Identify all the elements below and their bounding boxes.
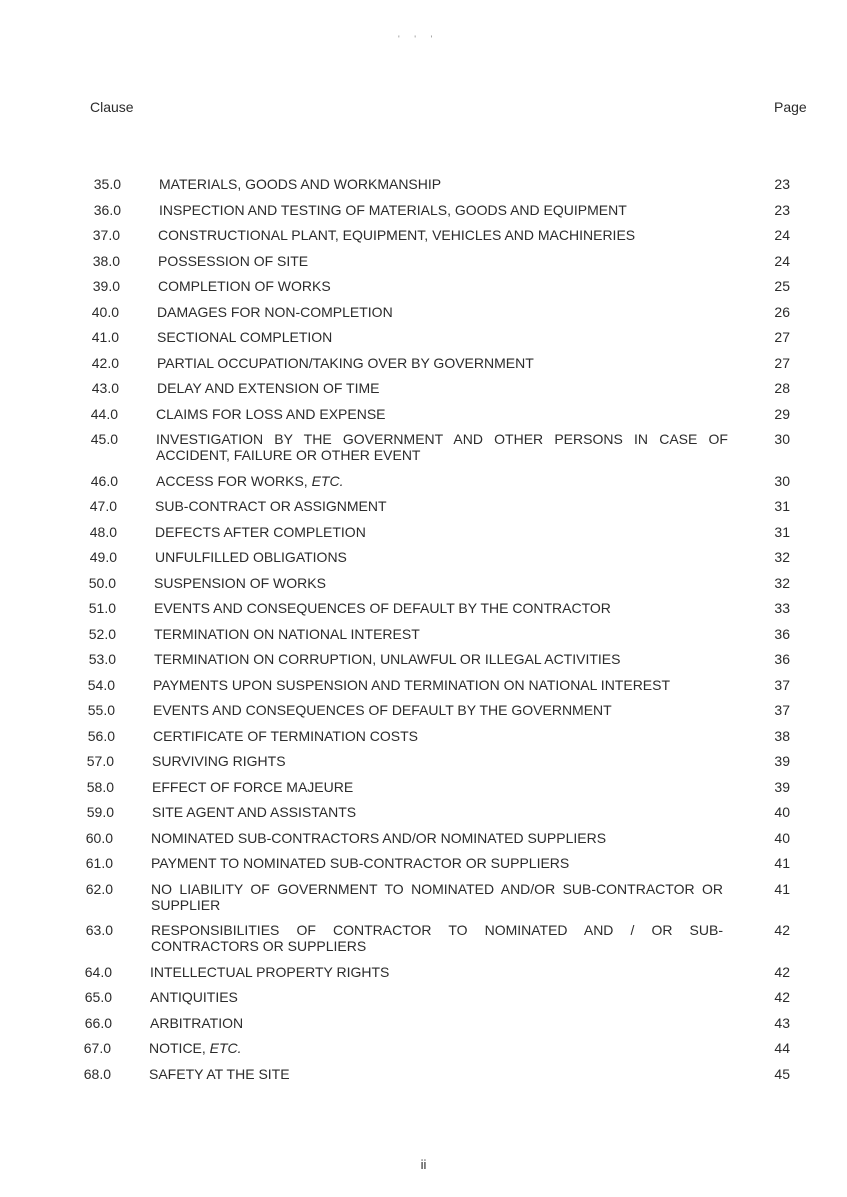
clause-title (157, 355, 729, 371)
clause-title-text: PARTIAL OCCUPATION/TAKING OVER BY GOVERNMENT (157, 354, 534, 371)
clause-title (159, 202, 731, 218)
clause-number: 43.0 (91, 380, 119, 396)
page-number: 43 (774, 1014, 790, 1031)
clause-number: 68.0 (83, 1065, 111, 1082)
clause-title-text: SITE AGENT AND ASSISTANTS (152, 804, 357, 820)
clause-title (154, 575, 726, 591)
clause-title-text: UNFULFILLED OBLIGATIONS (155, 549, 347, 565)
page-number: 39 (774, 753, 790, 769)
page-number: 30 (774, 431, 790, 447)
clause-title-text: INTELLECTUAL PROPERTY RIGHTS (150, 963, 390, 980)
toc-row (0, 329, 847, 345)
clause-number: 59.0 (86, 804, 114, 820)
clause-title-text: NO LIABILITY OF GOVERNMENT TO NOMINATED AND/OR SUB-CONTRACTOR OR SUPPLIER (151, 880, 723, 913)
clause-number: 52.0 (88, 625, 116, 642)
clause-title (149, 1066, 721, 1082)
clause-number: 58.0 (86, 778, 114, 795)
clause-title-text: DELAY AND EXTENSION OF TIME (157, 380, 380, 396)
clause-title (153, 677, 725, 693)
page-number: 41 (774, 880, 790, 897)
page-number: 28 (774, 380, 790, 396)
toc-row (0, 677, 847, 693)
toc-row (0, 779, 847, 795)
page-number: 32 (774, 574, 790, 591)
toc-row (0, 881, 847, 913)
clause-number: 47.0 (89, 498, 117, 514)
clause-title (155, 498, 727, 514)
clause-title (149, 1040, 721, 1056)
toc-row (0, 830, 847, 846)
page-number: 39 (774, 778, 790, 795)
clause-number: 45.0 (90, 431, 118, 447)
page-number: 23 (774, 176, 790, 192)
page-number: 29 (774, 405, 790, 422)
page-number: 45 (774, 1065, 790, 1082)
toc-row (0, 728, 847, 744)
clause-title-text: EFFECT OF FORCE MAJEURE (152, 778, 354, 795)
page-number: 31 (774, 498, 790, 514)
clause-number: 57.0 (86, 753, 114, 769)
toc-row (0, 406, 847, 422)
toc-row (0, 804, 847, 820)
page-number: 30 (774, 472, 790, 489)
toc-row (0, 753, 847, 769)
clause-title (158, 253, 730, 269)
page-number: 42 (774, 922, 790, 938)
clause-title (151, 881, 723, 913)
clause-number: 46.0 (90, 472, 118, 489)
toc-row (0, 227, 847, 243)
toc-row (0, 575, 847, 591)
page-number: 41 (774, 855, 790, 871)
toc-row (0, 431, 847, 463)
page-number: 44 (774, 1040, 790, 1056)
clause-title-text: TERMINATION ON NATIONAL INTEREST (154, 625, 420, 642)
clause-title (157, 380, 729, 396)
clause-title-text: RESPONSIBILITIES OF CONTRACTOR TO NOMINATED AND / OR SUB-CONTRACTORS OR SUPPLIERS (151, 922, 723, 954)
toc-row (0, 1040, 847, 1056)
clause-title (151, 830, 723, 846)
clause-title-text: ACCESS FOR WORKS, (156, 472, 308, 489)
clause-title-text: DAMAGES FOR NON-COMPLETION (157, 303, 393, 320)
clause-title (150, 964, 722, 980)
clause-number: 36.0 (93, 201, 121, 218)
page-number: 37 (774, 702, 790, 718)
page-number: 36 (774, 651, 790, 667)
clause-number: 51.0 (88, 600, 116, 616)
clause-number: 41.0 (91, 329, 119, 345)
clause-title (154, 651, 726, 667)
clause-number: 53.0 (88, 651, 116, 667)
clause-number: 63.0 (85, 922, 113, 938)
clause-number: 48.0 (89, 523, 117, 540)
clause-title-text: POSSESSION OF SITE (158, 252, 309, 269)
toc-row (0, 922, 847, 954)
toc-row (0, 355, 847, 371)
clause-number: 49.0 (89, 549, 117, 565)
clause-title-text: PAYMENTS UPON SUSPENSION AND TERMINATION ON NATIONAL INTEREST (153, 676, 671, 693)
clause-title-emphasis: ETC. (311, 472, 344, 489)
clause-title-text: INSPECTION AND TESTING OF MATERIALS, GOODS AND EQUIPMENT (159, 201, 627, 218)
clause-title-text: SURVIVING RIGHTS (152, 753, 286, 769)
clause-number: 60.0 (85, 829, 113, 846)
clause-number: 62.0 (85, 880, 113, 897)
clause-number: 65.0 (84, 989, 112, 1005)
page-column-header: Page (774, 99, 807, 115)
toc-row (0, 473, 847, 489)
clause-title-text: SUSPENSION OF WORKS (154, 574, 326, 591)
clause-number: 64.0 (84, 963, 112, 980)
toc-row (0, 176, 847, 192)
page-number: 26 (774, 303, 790, 320)
clause-title (156, 473, 728, 489)
clause-title-text: PAYMENT TO NOMINATED SUB-CONTRACTOR OR SUPPLIERS (151, 855, 570, 871)
clause-title-text: COMPLETION OF WORKS (158, 278, 331, 294)
clause-title (157, 329, 729, 345)
page-number: 36 (774, 625, 790, 642)
clause-title (156, 431, 728, 463)
scan-marks: ' ' ' (398, 34, 439, 44)
toc-row (0, 278, 847, 294)
clause-title-text: CERTIFICATE OF TERMINATION COSTS (153, 727, 418, 744)
clause-title (157, 304, 729, 320)
clause-title-text: NOMINATED SUB-CONTRACTORS AND/OR NOMINATED SUPPLIERS (151, 829, 607, 846)
clause-number: 50.0 (88, 574, 116, 591)
clause-number: 66.0 (84, 1014, 112, 1031)
clause-title (152, 753, 724, 769)
clause-title (152, 779, 724, 795)
page-number: 23 (774, 201, 790, 218)
page-number: 37 (774, 676, 790, 693)
clause-number: 67.0 (83, 1040, 111, 1056)
clause-title (150, 1015, 722, 1031)
clause-title-text: DEFECTS AFTER COMPLETION (155, 523, 366, 540)
clause-title (159, 176, 731, 192)
clause-title-emphasis: ETC. (209, 1040, 242, 1056)
toc-row (0, 380, 847, 396)
clause-title (155, 549, 727, 565)
clause-title-text: CONSTRUCTIONAL PLANT, EQUIPMENT, VEHICLES AND MACHINERIES (158, 227, 636, 243)
toc-row (0, 626, 847, 642)
clause-title (158, 278, 730, 294)
page-number: 33 (774, 600, 790, 616)
clause-title-text: EVENTS AND CONSEQUENCES OF DEFAULT BY THE CONTRACTOR (154, 600, 611, 616)
toc-row (0, 702, 847, 718)
clause-title-text: ANTIQUITIES (150, 989, 238, 1005)
page-number: 42 (774, 989, 790, 1005)
clause-title-text: NOTICE, (149, 1040, 206, 1056)
clause-title-text: SAFETY AT THE SITE (149, 1065, 290, 1082)
clause-number: 56.0 (87, 727, 115, 744)
clause-title (151, 855, 723, 871)
toc-row (0, 964, 847, 980)
toc-row (0, 549, 847, 565)
page-number: 27 (774, 329, 790, 345)
clause-title (153, 702, 725, 718)
toc-row (0, 1015, 847, 1031)
clause-title (150, 989, 722, 1005)
clause-title-text: CLAIMS FOR LOSS AND EXPENSE (156, 405, 386, 422)
clause-title-text: MATERIALS, GOODS AND WORKMANSHIP (159, 176, 442, 192)
clause-title-text: EVENTS AND CONSEQUENCES OF DEFAULT BY THE GOVERNMENT (153, 702, 612, 718)
table-of-contents (0, 176, 847, 1091)
clause-title-text: TERMINATION ON CORRUPTION, UNLAWFUL OR ILLEGAL ACTIVITIES (154, 651, 621, 667)
page-number: 32 (774, 549, 790, 565)
clause-title (154, 600, 726, 616)
clause-title (152, 804, 724, 820)
page-number: 42 (774, 963, 790, 980)
clause-title-text: SECTIONAL COMPLETION (157, 329, 333, 345)
clause-title (153, 728, 725, 744)
toc-row (0, 651, 847, 667)
clause-title (158, 227, 730, 243)
page-number: 31 (774, 523, 790, 540)
toc-row (0, 253, 847, 269)
clause-number: 55.0 (87, 702, 115, 718)
toc-row (0, 304, 847, 320)
clause-title-text: INVESTIGATION BY THE GOVERNMENT AND OTHER PERSONS IN CASE OF ACCIDENT, FAILURE OR OTHER EVENT (156, 431, 728, 463)
toc-row (0, 600, 847, 616)
clause-title-text: ARBITRATION (150, 1014, 244, 1031)
clause-number: 38.0 (92, 252, 120, 269)
clause-column-header: Clause (90, 99, 134, 115)
clause-number: 42.0 (91, 354, 119, 371)
page-number: 25 (774, 278, 790, 294)
page-footer-number: ii (420, 1157, 427, 1172)
toc-row (0, 498, 847, 514)
clause-title (151, 922, 723, 954)
clause-title (156, 406, 728, 422)
toc-row (0, 855, 847, 871)
page-number: 24 (774, 252, 790, 269)
clause-title-text: SUB-CONTRACT OR ASSIGNMENT (155, 498, 387, 514)
clause-number: 44.0 (90, 405, 118, 422)
page-number: 24 (774, 227, 790, 243)
clause-title (155, 524, 727, 540)
clause-number: 37.0 (92, 227, 120, 243)
clause-number: 61.0 (85, 855, 113, 871)
clause-title (154, 626, 726, 642)
clause-number: 35.0 (93, 176, 121, 192)
clause-number: 40.0 (91, 303, 119, 320)
page-number: 27 (774, 354, 790, 371)
page-number: 40 (774, 829, 790, 846)
toc-row (0, 202, 847, 218)
toc-row (0, 1066, 847, 1082)
clause-number: 54.0 (87, 676, 115, 693)
toc-row (0, 524, 847, 540)
toc-row (0, 989, 847, 1005)
clause-number: 39.0 (92, 278, 120, 294)
page-number: 40 (774, 804, 790, 820)
page-number: 38 (774, 727, 790, 744)
